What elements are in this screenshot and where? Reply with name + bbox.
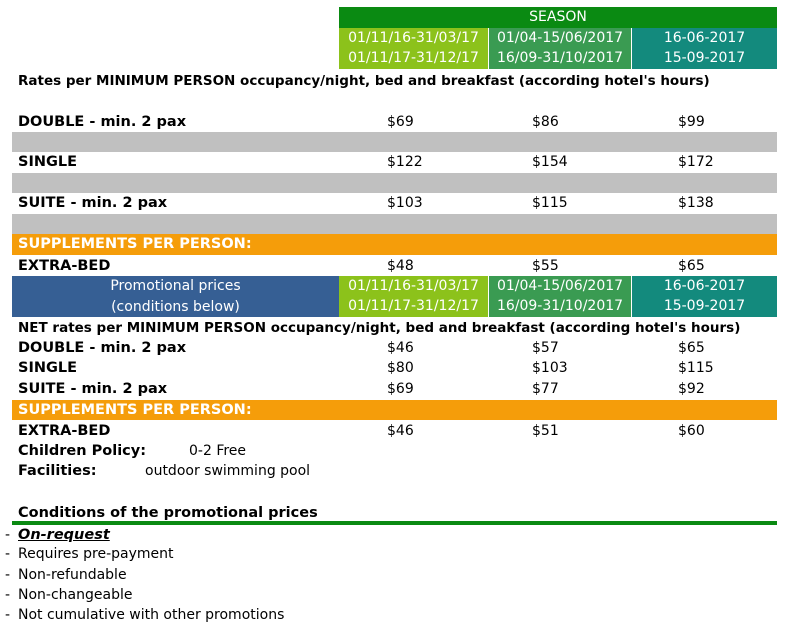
promo-date-2a: 01/04-15/06/2017 (489, 276, 631, 296)
net-price-double-1: $46 (387, 340, 414, 356)
facilities-value: outdoor swimming pool (145, 463, 311, 479)
season-header: SEASON (339, 7, 777, 28)
facilities-label: Facilities: (18, 463, 97, 479)
conditions-title: Conditions of the promotional prices (18, 505, 318, 521)
rate-price-double-2: $86 (532, 114, 559, 130)
promo-date-1b: 01/11/17-31/12/17 (339, 296, 488, 317)
children-policy-label: Children Policy: (18, 443, 147, 459)
condition-item: Requires pre-payment (18, 546, 174, 562)
rate-price-suite-3: $138 (678, 195, 714, 211)
rate-price-double-1: $69 (387, 114, 414, 130)
season-date-1a: 01/11/16-31/03/17 (339, 28, 488, 48)
net-extra-bed-name: EXTRA-BED (18, 423, 111, 439)
rate-price-double-3: $99 (678, 114, 705, 130)
net-extra-bed-price-2: $51 (532, 423, 559, 439)
separator-bar (12, 132, 777, 152)
net-price-suite-2: $77 (532, 381, 559, 397)
rate-price-suite-1: $103 (387, 195, 423, 211)
net-price-suite-3: $92 (678, 381, 705, 397)
net-extra-bed-price-3: $60 (678, 423, 705, 439)
season-date-3b: 15-09-2017 (632, 48, 777, 69)
season-date-3a: 16-06-2017 (632, 28, 777, 48)
season-date-2b: 16/09-31/10/2017 (489, 48, 631, 69)
condition-dash: - (5, 607, 11, 623)
conditions-divider (12, 521, 777, 525)
net-extra-bed-price-1: $46 (387, 423, 414, 439)
promo-date-3a: 16-06-2017 (632, 276, 777, 296)
net-price-single-1: $80 (387, 360, 414, 376)
rate-name-suite: SUITE - min. 2 pax (18, 195, 168, 211)
rates-title: Rates per MINIMUM PERSON occupancy/night, bed and breakfast (according hotel's hours) (18, 73, 710, 89)
separator-bar (12, 214, 777, 234)
condition-dash: - (5, 527, 11, 543)
rate-price-single-3: $172 (678, 154, 714, 170)
net-name-double: DOUBLE - min. 2 pax (18, 340, 187, 356)
extra-bed-name: EXTRA-BED (18, 258, 111, 274)
season-date-1b: 01/11/17-31/12/17 (339, 48, 488, 69)
extra-bed-price-3: $65 (678, 258, 705, 274)
season-date-2a: 01/04-15/06/2017 (489, 28, 631, 48)
promo-date-2b: 16/09-31/10/2017 (489, 296, 631, 317)
supplements-header-net: SUPPLEMENTS PER PERSON: (12, 400, 777, 420)
net-price-suite-1: $69 (387, 381, 414, 397)
net-rates-title: NET rates per MINIMUM PERSON occupancy/night, bed and breakfast (according hotel's hours) (18, 320, 741, 336)
promo-date-3b: 15-09-2017 (632, 296, 777, 317)
rate-price-single-2: $154 (532, 154, 568, 170)
condition-dash: - (5, 567, 11, 583)
net-price-double-2: $57 (532, 340, 559, 356)
net-name-single: SINGLE (18, 360, 78, 376)
children-policy-value: 0-2 Free (189, 443, 247, 459)
condition-dash: - (5, 546, 11, 562)
condition-item: Non-refundable (18, 567, 127, 583)
rate-name-single: SINGLE (18, 154, 78, 170)
rate-price-suite-2: $115 (532, 195, 568, 211)
rate-price-single-1: $122 (387, 154, 423, 170)
condition-item: Not cumulative with other promotions (18, 607, 285, 623)
separator-bar (12, 173, 777, 193)
net-price-single-3: $115 (678, 360, 714, 376)
promo-label-2: (conditions below) (111, 299, 240, 315)
condition-on-request: On-request (18, 527, 110, 543)
condition-item: Non-changeable (18, 587, 133, 603)
net-name-suite: SUITE - min. 2 pax (18, 381, 168, 397)
extra-bed-price-1: $48 (387, 258, 414, 274)
extra-bed-price-2: $55 (532, 258, 559, 274)
condition-dash: - (5, 587, 11, 603)
net-price-double-3: $65 (678, 340, 705, 356)
promo-label-1: Promotional prices (110, 278, 241, 294)
rate-name-double: DOUBLE - min. 2 pax (18, 114, 187, 130)
supplements-header: SUPPLEMENTS PER PERSON: (12, 234, 777, 255)
promo-date-1a: 01/11/16-31/03/17 (339, 276, 488, 296)
net-price-single-2: $103 (532, 360, 568, 376)
